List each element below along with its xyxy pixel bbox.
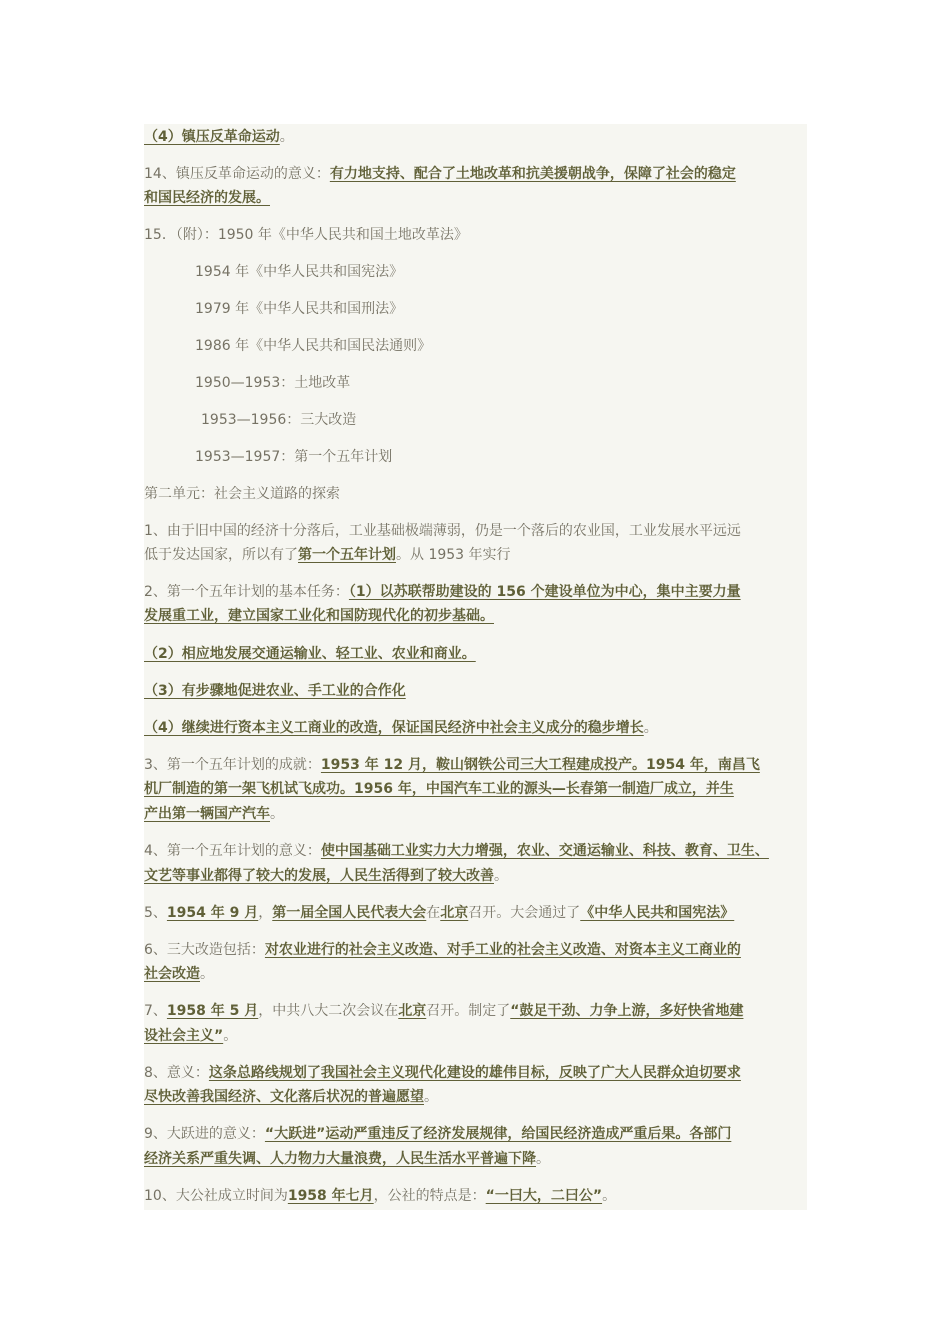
emphasized-text: 1958 年 5 月: [166, 1003, 259, 1019]
emphasized-text: 发展重工业，建立国家工业化和国防现代化的初步基础。: [144, 608, 494, 624]
text-line: [144, 802, 807, 826]
emphasized-text: （3）有步骤地促进农业、手工业的合作化: [144, 683, 406, 699]
emphasized-text: 《中华人民共和国宪法》: [580, 905, 735, 921]
text-line: [144, 938, 807, 962]
emphasized-text: 有力地支持、配合了土地改革和抗美援朝战争，保障了社会的稳定: [329, 166, 736, 182]
emphasized-text: 这条总路线规划了我国社会主义现代化建设的雄伟目标，反映了广大人民群众迫切要求: [208, 1065, 741, 1081]
plain-text: 1953—1956：三大改造: [201, 412, 357, 428]
plain-text: 7、: [144, 1003, 167, 1019]
plain-text: 1954 年《中华人民共和国宪法》: [195, 264, 404, 280]
text-line: [144, 642, 807, 666]
text-line: [144, 1061, 807, 1085]
plain-text: 。: [424, 1089, 438, 1105]
plain-text: 。: [602, 1188, 617, 1204]
plain-text: 4、第一个五年计划的意义：: [144, 843, 321, 859]
emphasized-text: 和国民经济的发展。: [144, 190, 270, 206]
emphasized-text: （1）以苏联帮助建设的 156 个建设单位为中心，集中主要力量: [348, 584, 741, 600]
text-line: [195, 334, 807, 358]
document-body: [144, 124, 807, 1210]
emphasized-text: （4）继续进行资本主义工商业的改造，保证国民经济中社会主义成分的稳步增长: [144, 720, 644, 736]
emphasized-text: 使中国基础工业实力大力增强，农业、交通运输业、科技、教育、卫生、: [320, 843, 769, 859]
emphasized-text: 北京: [440, 905, 469, 921]
plain-text: 。: [270, 806, 284, 822]
text-line: [144, 999, 807, 1023]
text-line: [144, 864, 807, 888]
text-line: [144, 580, 807, 604]
plain-text: 8、意义：: [144, 1065, 209, 1081]
text-line: [144, 543, 807, 567]
plain-text: 。: [279, 129, 294, 145]
emphasized-text: 第一届全国人民代表大会: [272, 905, 427, 921]
section-heading: [144, 482, 807, 506]
text-line: [144, 1085, 807, 1109]
plain-text: 在: [426, 905, 441, 921]
text-line: [144, 1024, 807, 1048]
plain-text: 。: [494, 868, 508, 884]
text-line: [144, 716, 807, 740]
plain-text: 第二单元：社会主义道路的探索: [144, 486, 340, 502]
text-line: [144, 839, 807, 863]
plain-text: 6、三大改造包括：: [144, 942, 265, 958]
emphasized-text: “一曰大，二曰公”: [485, 1188, 603, 1204]
emphasized-text: 1953 年 12 月，鞍山钢铁公司三大工程建成投产。1954 年，南昌飞: [320, 757, 760, 773]
plain-text: 1986 年《中华人民共和国民法通则》: [195, 338, 432, 354]
emphasized-text: （2）相应地发展交通运输业、轻工业、农业和商业。: [144, 646, 476, 662]
plain-text: 。: [200, 966, 214, 982]
emphasized-text: 社会改造: [144, 966, 200, 982]
emphasized-text: 经济关系严重失调、人力物力大量浪费，人民生活水平普遍下降: [144, 1151, 536, 1167]
plain-text: 1950—1953：土地改革: [195, 375, 351, 391]
plain-text: 1、由于旧中国的经济十分落后，工业基础极端薄弱，仍是一个落后的农业国，工业发展水平远远: [144, 523, 741, 539]
plain-text: 召开。制定了: [426, 1003, 511, 1019]
plain-text: 低于发达国家，所以有了: [144, 547, 298, 563]
emphasized-text: （4）镇压反革命运动: [144, 129, 280, 145]
emphasized-text: 第一个五年计划: [298, 547, 396, 563]
text-line: [195, 260, 807, 284]
text-line: [144, 679, 807, 703]
plain-text: 。: [223, 1028, 238, 1044]
plain-text: 3、第一个五年计划的成就：: [144, 757, 321, 773]
text-line: [144, 777, 807, 801]
text-line: [144, 1147, 807, 1171]
text-line: [144, 1184, 807, 1208]
plain-text: 14、镇压反革命运动的意义：: [144, 166, 330, 182]
plain-text: 1953—1957：第一个五年计划: [195, 449, 393, 465]
plain-text: 1979 年《中华人民共和国刑法》: [195, 301, 404, 317]
plain-text: 10、大公社成立时间为: [144, 1188, 288, 1204]
plain-text: 召开。大会通过了: [468, 905, 581, 921]
text-line: [144, 223, 807, 247]
emphasized-text: 设社会主义”: [144, 1028, 224, 1044]
text-line: [144, 1122, 807, 1146]
emphasized-text: 文艺等事业都得了较大的发展，人民生活得到了较大改善: [144, 868, 494, 884]
emphasized-text: 产出第一辆国产汽车: [144, 806, 270, 822]
plain-text: 2、第一个五年计划的基本任务：: [144, 584, 349, 600]
text-line: [144, 519, 807, 543]
plain-text: 5、: [144, 905, 167, 921]
text-line: [195, 371, 807, 395]
plain-text: ，公社的特点是：: [373, 1188, 486, 1204]
text-line: [195, 297, 807, 321]
emphasized-text: “大跃进”运动严重违反了经济发展规律，给国民经济造成严重后果。各部门: [264, 1126, 732, 1142]
emphasized-text: 对农业进行的社会主义改造、对手工业的社会主义改造、对资本主义工商业的: [264, 942, 741, 958]
emphasized-text: “鼓足干劲、力争上游，多好快省地建: [510, 1003, 744, 1019]
plain-text: ，: [258, 905, 273, 921]
plain-text: 。从 1953 年实行: [396, 547, 511, 563]
text-line: [144, 901, 807, 925]
text-line: [144, 186, 807, 210]
text-line: [201, 408, 807, 432]
plain-text: 。: [536, 1151, 550, 1167]
plain-text: 9、大跃进的意义：: [144, 1126, 265, 1142]
emphasized-text: 1958 年七月: [287, 1188, 374, 1204]
plain-text: ，中共八大二次会议在: [258, 1003, 399, 1019]
text-line: [195, 445, 807, 469]
text-line: [144, 125, 807, 149]
text-line: [144, 962, 807, 986]
text-line: [144, 604, 807, 628]
emphasized-text: 尽快改善我国经济、文化落后状况的普遍愿望: [144, 1089, 424, 1105]
text-line: [144, 753, 807, 777]
plain-text: 15．（附）：1950 年《中华人民共和国土地改革法》: [144, 227, 468, 243]
text-line: [144, 162, 807, 186]
emphasized-text: 1954 年 9 月: [166, 905, 259, 921]
emphasized-text: 机厂制造的第一架飞机试飞成功。1956 年，中国汽车工业的源头—长春第一制造厂成立，并生: [144, 781, 734, 797]
plain-text: 。: [643, 720, 658, 736]
emphasized-text: 北京: [398, 1003, 427, 1019]
